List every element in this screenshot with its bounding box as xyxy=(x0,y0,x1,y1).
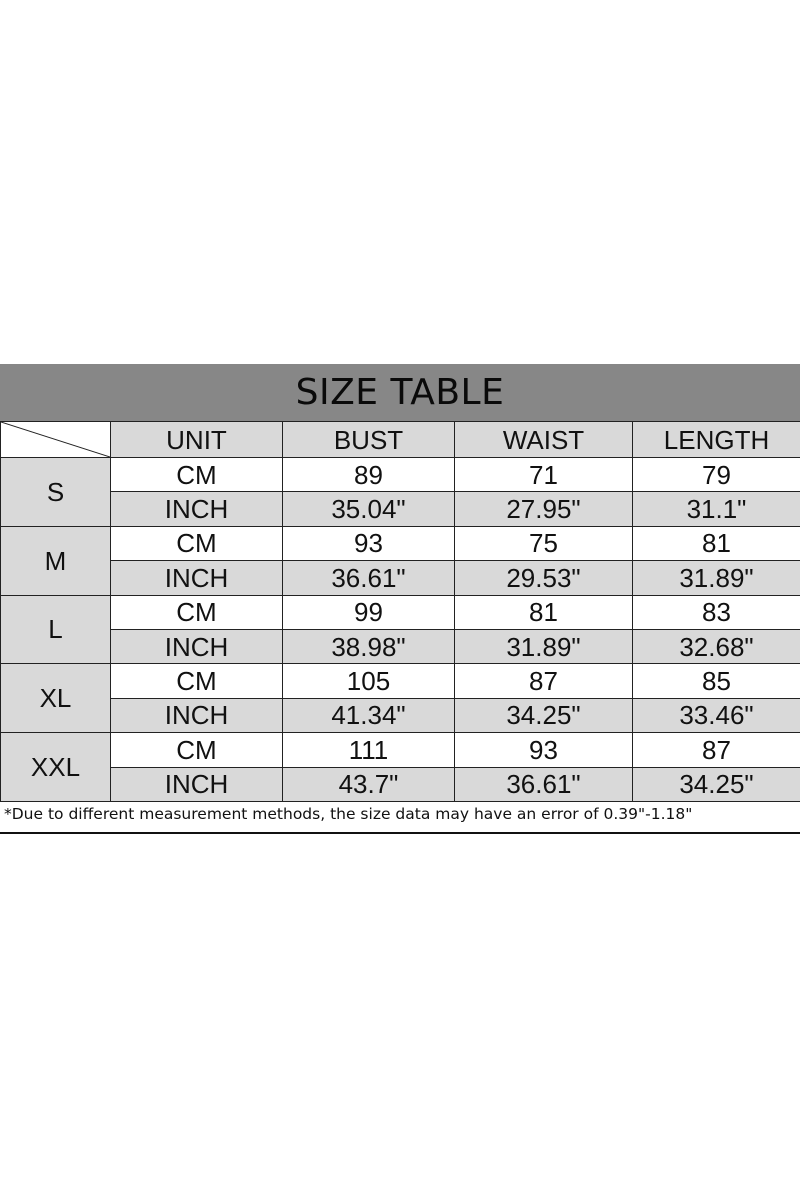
title-bar xyxy=(0,364,800,421)
waist-cell: 29.53" xyxy=(455,561,633,595)
bust-cell: 43.7" xyxy=(283,767,455,801)
length-cell: 33.46" xyxy=(633,698,800,732)
size-label: S xyxy=(1,458,111,527)
bust-cell: 99 xyxy=(283,595,455,629)
unit-cell: CM xyxy=(111,595,283,629)
length-cell: 85 xyxy=(633,664,800,698)
waist-cell: 71 xyxy=(455,458,633,492)
length-cell: 32.68" xyxy=(633,629,800,663)
table-row xyxy=(1,664,800,698)
length-cell: 31.89" xyxy=(633,561,800,595)
table-row xyxy=(1,629,800,663)
table-row xyxy=(1,595,800,629)
table-row xyxy=(1,561,800,595)
measurement-note: *Due to different measurement methods, the size data may have an error of 0.39"-1.18" xyxy=(0,800,800,834)
bust-cell: 111 xyxy=(283,733,455,767)
header-length: LENGTH xyxy=(633,422,800,458)
unit-cell: INCH xyxy=(111,698,283,732)
bust-cell: 89 xyxy=(283,458,455,492)
table-row xyxy=(1,526,800,560)
bust-cell: 93 xyxy=(283,526,455,560)
bust-cell: 35.04" xyxy=(283,492,455,526)
waist-cell: 31.89" xyxy=(455,629,633,663)
table-row xyxy=(1,767,800,801)
size-table xyxy=(0,421,800,802)
table-row xyxy=(1,698,800,732)
table-row xyxy=(1,492,800,526)
waist-cell: 34.25" xyxy=(455,698,633,732)
length-cell: 34.25" xyxy=(633,767,800,801)
table-row xyxy=(1,458,800,492)
header-waist: WAIST xyxy=(455,422,633,458)
waist-cell: 36.61" xyxy=(455,767,633,801)
header-bust: BUST xyxy=(283,422,455,458)
waist-cell: 93 xyxy=(455,733,633,767)
waist-cell: 87 xyxy=(455,664,633,698)
bust-cell: 38.98" xyxy=(283,629,455,663)
length-cell: 79 xyxy=(633,458,800,492)
header-unit: UNIT xyxy=(111,422,283,458)
size-label: XXL xyxy=(1,733,111,802)
unit-cell: INCH xyxy=(111,767,283,801)
size-label: XL xyxy=(1,664,111,733)
unit-cell: CM xyxy=(111,733,283,767)
diagonal-divider xyxy=(1,422,110,457)
unit-cell: INCH xyxy=(111,492,283,526)
table-row xyxy=(1,733,800,767)
bust-cell: 105 xyxy=(283,664,455,698)
unit-cell: CM xyxy=(111,458,283,492)
unit-cell: INCH xyxy=(111,561,283,595)
unit-cell: CM xyxy=(111,664,283,698)
length-cell: 31.1" xyxy=(633,492,800,526)
waist-cell: 81 xyxy=(455,595,633,629)
length-cell: 83 xyxy=(633,595,800,629)
page-title: SIZE TABLE xyxy=(295,372,505,413)
unit-cell: CM xyxy=(111,526,283,560)
waist-cell: 75 xyxy=(455,526,633,560)
waist-cell: 27.95" xyxy=(455,492,633,526)
size-label: L xyxy=(1,595,111,664)
unit-cell: INCH xyxy=(111,629,283,663)
size-label: M xyxy=(1,526,111,595)
corner-cell xyxy=(1,422,111,458)
header-row xyxy=(1,422,800,458)
bust-cell: 36.61" xyxy=(283,561,455,595)
length-cell: 81 xyxy=(633,526,800,560)
length-cell: 87 xyxy=(633,733,800,767)
bust-cell: 41.34" xyxy=(283,698,455,732)
